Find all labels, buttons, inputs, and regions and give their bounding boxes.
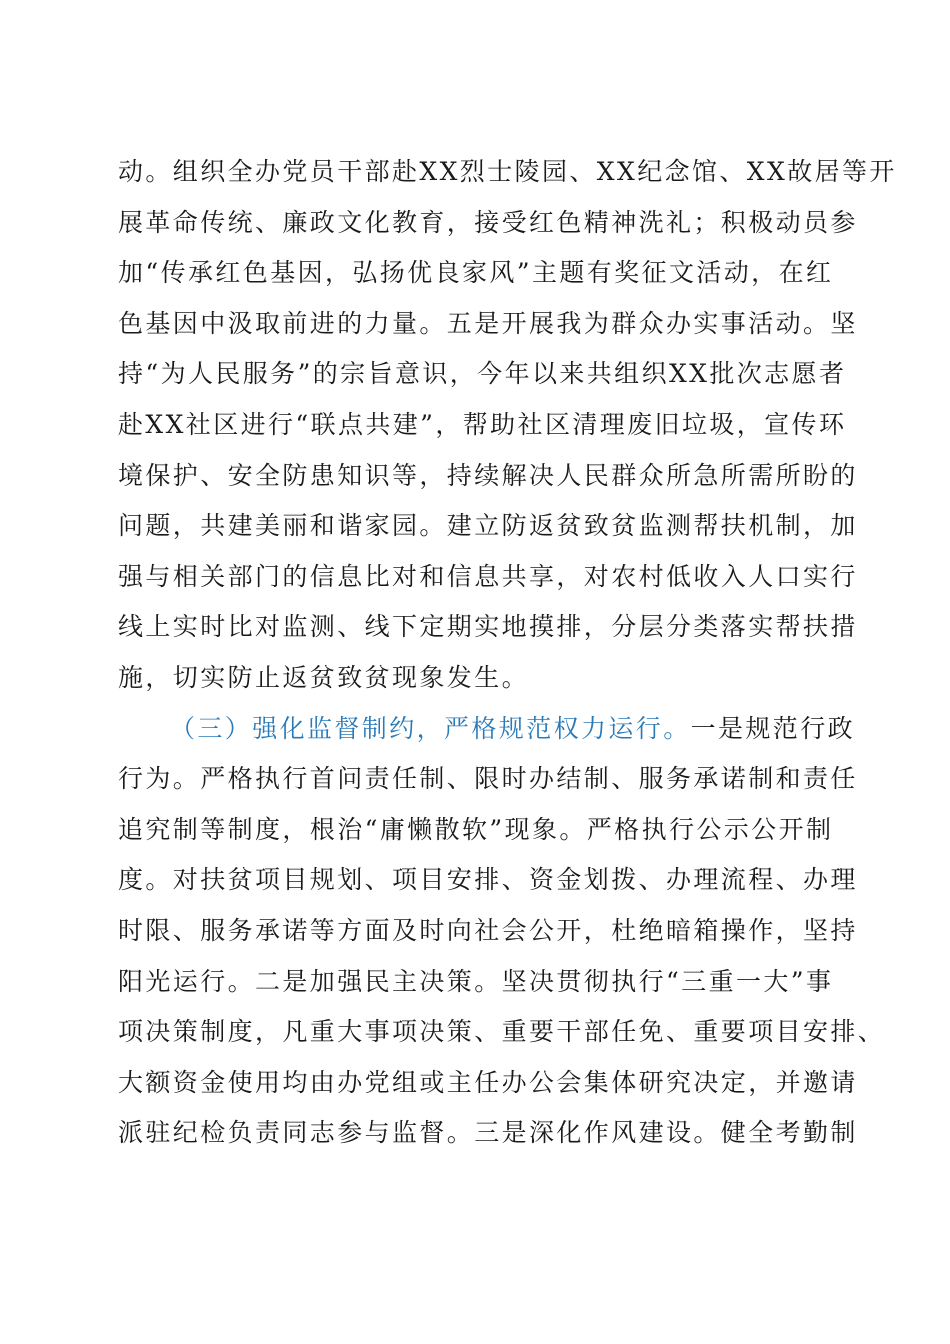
document-body bbox=[118, 147, 897, 1159]
text-line: 展革命传统、廉政文化教育，接受红色精神洗礼；积极动员参 bbox=[118, 207, 858, 237]
text-line: 项决策制度，凡重大事项决策、重要干部任免、重要项目安排、 bbox=[118, 1017, 886, 1047]
paragraph-1 bbox=[118, 147, 897, 704]
text-line: 施，切实防止返贫致贫现象发生。 bbox=[118, 662, 530, 692]
section-heading: （三）强化监督制约，严格规范权力运行。 bbox=[170, 713, 691, 743]
text-line: 强与相关部门的信息比对和信息共享，对农村低收入人口实行 bbox=[118, 561, 858, 591]
text-line: 色基因中汲取前进的力量。五是开展我为群众办实事活动。坚 bbox=[118, 308, 858, 338]
text-line: 时限、服务承诺等方面及时向社会公开，杜绝暗箱操作，坚持 bbox=[118, 915, 858, 945]
text-line: 行为。严格执行首问责任制、限时办结制、服务承诺制和责任 bbox=[118, 764, 858, 794]
text-line: 问题，共建美丽和谐家园。建立防返贫致贫监测帮扶机制，加 bbox=[118, 511, 858, 541]
text-line: 大额资金使用均由办党组或主任办公会集体研究决定，并邀请 bbox=[118, 1067, 858, 1097]
heading-line-continuation: 一是规范行政 bbox=[690, 713, 856, 743]
text-line: 线上实时比对监测、线下定期实地摸排，分层分类落实帮扶措 bbox=[118, 612, 858, 642]
text-line-first bbox=[118, 704, 856, 755]
text-line: 派驻纪检负责同志参与监督。三是深化作风建设。健全考勤制 bbox=[118, 1118, 858, 1148]
paragraph-2 bbox=[118, 704, 886, 1159]
text-line: 追究制等制度，根治“庸懒散软”现象。严格执行公示公开制 bbox=[118, 814, 834, 844]
text-line: 境保护、安全防患知识等，持续解决人民群众所急所需所盼的 bbox=[118, 460, 858, 490]
text-line: 阳光运行。二是加强民主决策。坚决贯彻执行“三重一大”事 bbox=[118, 966, 834, 996]
text-line: 度。对扶贫项目规划、项目安排、资金划拨、办理流程、办理 bbox=[118, 865, 858, 895]
text-line: 加“传承红色基因，弘扬优良家风”主题有奖征文活动，在红 bbox=[118, 258, 834, 288]
text-line: 赴XX社区进行“联点共建”，帮助社区清理废旧垃圾，宣传环 bbox=[118, 409, 847, 439]
text-line: 持“为人民服务”的宗旨意识，今年以来共组织XX批次志愿者 bbox=[118, 359, 847, 389]
text-line: 动。组织全办党员干部赴XX烈士陵园、XX纪念馆、XX故居等开 bbox=[118, 157, 897, 186]
